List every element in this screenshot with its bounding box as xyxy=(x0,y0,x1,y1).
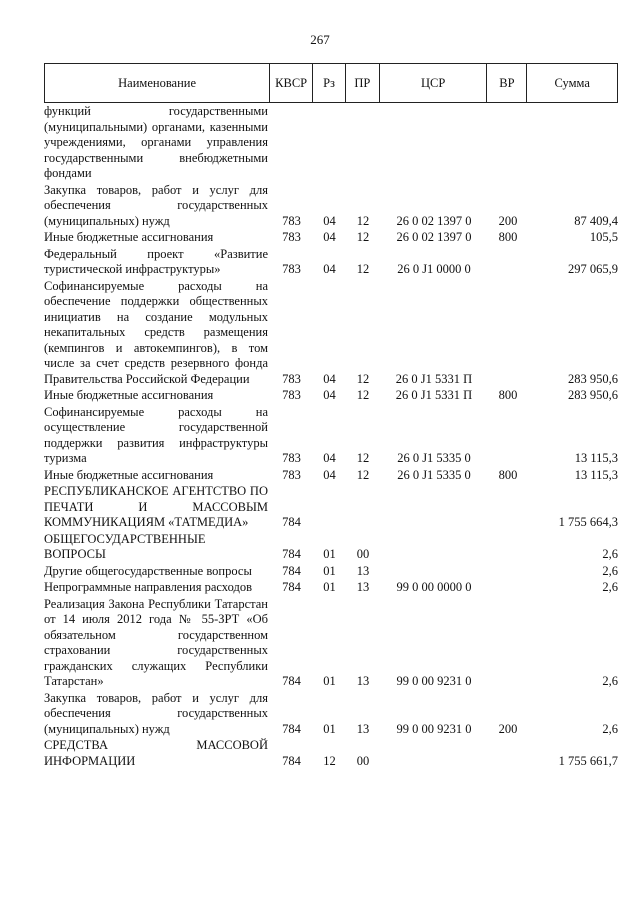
cell-csr: 26 0 02 1397 0 xyxy=(396,213,472,228)
cell-name: Иные бюджетные ассигнования xyxy=(44,388,214,402)
cell-rz: 12 xyxy=(323,753,336,768)
cell-kvsr: 783 xyxy=(282,213,301,228)
cell-sum: 2,6 xyxy=(602,721,618,736)
cell-name: Закупка товаров, работ и услуг для обеспечения государственных (муниципальных) нужд xyxy=(44,182,268,228)
header-vr: ВР xyxy=(487,64,527,102)
cell-pr: 13 xyxy=(356,674,370,688)
cell-name: Софинансируемые расходы на обеспечение поддержки общественных инициатив на создание модульных некапитальных средств размещения (кемпингов и автокемпингов), в том числе за счет средств резервного фонда Правительства Российской Федерации xyxy=(44,278,268,386)
cell-kvsr: 783 xyxy=(282,230,301,244)
cell-sum: 2,6 xyxy=(602,580,618,594)
cell-pr: 12 xyxy=(356,262,370,276)
cell-kvsr: 784 xyxy=(282,563,301,578)
cell-csr: 26 0 J1 0000 0 xyxy=(397,262,471,276)
cell-pr: 12 xyxy=(356,388,370,402)
cell-pr: 12 xyxy=(356,467,370,482)
cell-name: Реализация Закона Республики Татарстан от 14 июля 2012 года № 55-ЗРТ «Об обязательном государственном страховании государственных гражданских служащих Республики Татарстан» xyxy=(44,596,268,688)
cell-kvsr: 784 xyxy=(282,753,301,768)
cell-sum: 1 755 661,7 xyxy=(558,753,618,768)
table-row xyxy=(44,104,618,182)
cell-sum: 2,6 xyxy=(602,674,618,688)
cell-sum: 283 950,6 xyxy=(568,371,618,386)
cell-sum: 2,6 xyxy=(602,547,618,561)
cell-pr: 13 xyxy=(356,580,370,594)
cell-sum: 297 065,9 xyxy=(568,262,618,276)
cell-rz: 04 xyxy=(323,371,336,386)
cell-kvsr: 783 xyxy=(282,467,301,482)
cell-name: Софинансируемые расходы на осуществление государственной поддержки развития инфраструктуры туризма xyxy=(44,404,268,465)
table-row xyxy=(44,738,618,769)
cell-pr: 12 xyxy=(356,213,370,228)
cell-csr: 26 0 02 1397 0 xyxy=(396,230,472,244)
table-row xyxy=(44,597,618,690)
table-row xyxy=(44,580,618,596)
cell-kvsr: 784 xyxy=(282,547,301,561)
cell-rz: 04 xyxy=(323,230,336,244)
table-row xyxy=(44,691,618,738)
cell-rz: 04 xyxy=(323,467,336,482)
cell-kvsr: 784 xyxy=(282,515,301,529)
cell-pr: 12 xyxy=(356,371,370,386)
cell-name: Другие общегосударственные вопросы xyxy=(44,563,252,578)
cell-sum: 2,6 xyxy=(602,563,618,578)
cell-name: Закупка товаров, работ и услуг для обеспечения государственных (муниципальных) нужд xyxy=(44,690,268,736)
cell-rz: 01 xyxy=(323,580,336,594)
cell-sum: 1 755 664,3 xyxy=(558,515,618,529)
cell-kvsr: 783 xyxy=(282,371,301,386)
table-row xyxy=(44,405,618,467)
cell-rz: 04 xyxy=(323,388,336,402)
cell-pr: 13 xyxy=(356,563,370,578)
table-row xyxy=(44,279,618,388)
table-row xyxy=(44,183,618,230)
cell-name: Федеральный проект «Развитие туристической инфраструктуры» xyxy=(44,246,268,276)
cell-vr: 800 xyxy=(498,388,518,402)
table-body xyxy=(44,104,618,770)
cell-vr: 800 xyxy=(498,467,518,482)
header-name: Наименование xyxy=(45,64,270,102)
cell-name: функций государственными (муниципальными) органами, казенными учреждениями, органами управления государственными внебюджетными фондами xyxy=(44,104,268,180)
cell-name: СРЕДСТВА МАССОВОЙ ИНФОРМАЦИИ xyxy=(44,738,268,768)
cell-kvsr: 783 xyxy=(282,262,301,276)
header-pr: ПР xyxy=(346,64,380,102)
cell-name: ОБЩЕГОСУДАРСТВЕННЫЕ ВОПРОСЫ xyxy=(44,531,206,561)
cell-sum: 283 950,6 xyxy=(568,388,618,402)
cell-rz: 04 xyxy=(323,213,336,228)
header-sum: Сумма xyxy=(554,75,590,90)
cell-pr: 00 xyxy=(356,753,370,768)
cell-rz: 01 xyxy=(323,547,336,561)
cell-kvsr: 783 xyxy=(282,388,301,402)
header-kvsr: КВСР xyxy=(270,64,313,102)
cell-pr: 00 xyxy=(356,547,370,561)
cell-pr: 12 xyxy=(356,230,370,244)
cell-vr: 200 xyxy=(498,213,518,228)
cell-rz: 01 xyxy=(323,674,336,688)
cell-rz: 01 xyxy=(323,721,336,736)
cell-csr: 99 0 00 9231 0 xyxy=(396,674,472,688)
cell-pr: 12 xyxy=(356,451,370,465)
cell-csr: 26 0 J1 5335 0 xyxy=(397,467,471,482)
cell-sum: 87 409,4 xyxy=(574,213,618,228)
header-rz: Рз xyxy=(313,64,346,102)
cell-name: Иные бюджетные ассигнования xyxy=(44,467,214,482)
cell-kvsr: 783 xyxy=(282,451,301,465)
cell-pr: 13 xyxy=(356,721,370,736)
table-row xyxy=(44,247,618,278)
table-row xyxy=(44,468,618,484)
cell-csr: 26 0 J1 5335 0 xyxy=(397,451,471,465)
table-row xyxy=(44,388,618,404)
cell-name: Иные бюджетные ассигнования xyxy=(44,230,214,244)
cell-csr: 99 0 00 9231 0 xyxy=(396,721,472,736)
cell-sum: 105,5 xyxy=(589,230,618,244)
cell-rz: 01 xyxy=(323,563,336,578)
cell-rz: 04 xyxy=(323,262,336,276)
cell-kvsr: 784 xyxy=(282,721,301,736)
cell-csr: 99 0 00 0000 0 xyxy=(396,580,472,594)
cell-vr: 200 xyxy=(498,721,518,736)
cell-csr: 26 0 J1 5331 П xyxy=(395,371,473,386)
cell-name: Непрограммные направления расходов xyxy=(44,580,252,594)
cell-name: РЕСПУБЛИКАНСКОЕ АГЕНТСТВО ПО ПЕЧАТИ И МАССОВЫМ КОММУНИКАЦИЯМ «ТАТМЕДИА» xyxy=(44,484,268,529)
cell-vr: 800 xyxy=(498,230,518,244)
page-number: 267 xyxy=(310,32,330,47)
table-row xyxy=(44,532,618,563)
header-csr: ЦСР xyxy=(380,64,488,102)
cell-kvsr: 784 xyxy=(282,674,301,688)
table-row xyxy=(44,564,618,580)
cell-kvsr: 784 xyxy=(282,580,301,594)
cell-csr: 26 0 J1 5331 П xyxy=(395,388,473,402)
cell-rz: 04 xyxy=(323,451,336,465)
table-row xyxy=(44,484,618,531)
table-row xyxy=(44,230,618,246)
table-header xyxy=(44,63,618,103)
cell-sum: 13 115,3 xyxy=(574,451,618,465)
cell-sum: 13 115,3 xyxy=(574,467,618,482)
